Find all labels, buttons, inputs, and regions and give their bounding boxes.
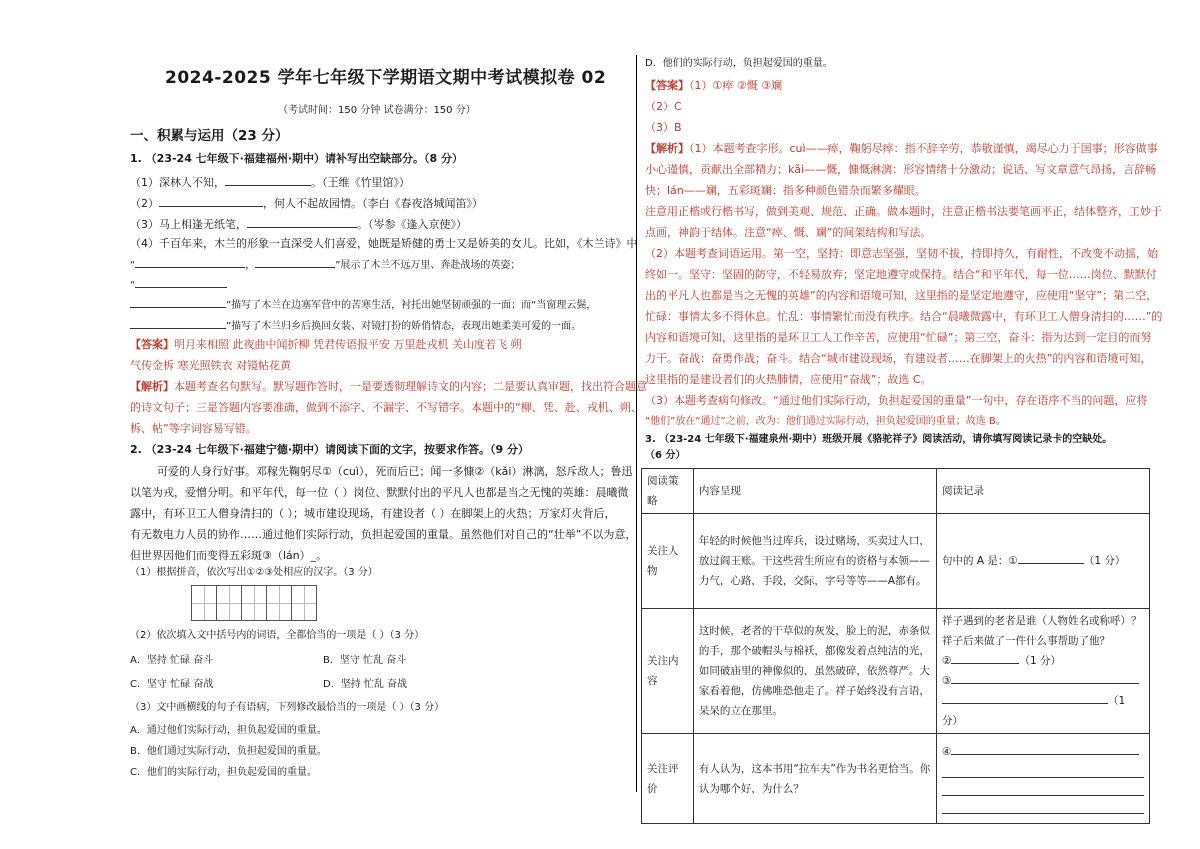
record-cell [937, 734, 1150, 824]
content-cell: 这时候，老者的干草似的灰发，脸上的泥，赤条似的手，那个破帽头与棉袄，都像发着点纯洁的光，如同破庙里的神像似的，虽然破碎，依然尊严。大家看着他，仿佛唯恐他走了。祥子始终没有言语，呆呆的立在那里。 [693, 609, 936, 734]
q1-line5-text: ”展示了木兰不远万里、奔赴战场的英姿； [335, 260, 521, 271]
analysis-line: 忙碌：事情太多不得休息。忙乱：事情繁忙而没有秩序。结合“晨曦微露中，有环卫工人僧身清扫的……”的 [645, 310, 1163, 323]
q2-passage-5: 但世界因他们而变得五彩斑③（lán）_。 [130, 549, 328, 562]
record-prompt: 句中的 A 是：① [942, 555, 1018, 567]
analysis-line: 点画，神韵于结体。注意“瘁、慨、斓”的间架结构和写法。 [645, 226, 932, 239]
answer-blank[interactable] [1018, 552, 1084, 564]
sub3-option-d[interactable]: D．他们的实际行动，负担起爱国的重量。 [645, 58, 833, 69]
q2-passage-1: 可爱的人身行好事。邓稼先鞠躬尽①（cuì），死而后已；闻一多慷②（kǎi）淋漓，怒斥敌人；鲁迅 [157, 465, 633, 478]
q1-line1-source: 。（王维《竹里馆》） [311, 176, 410, 189]
answer-box[interactable] [216, 585, 242, 621]
analysis-line: 力干。奋战：奋勇作战；奋斗。结合“城市建设现场，有建设者……在脚架上的火热”的内容和语境可知， [645, 352, 1152, 365]
q1-line3-source: 。（岑参《逢入京使》） [357, 218, 467, 231]
table-header: 阅读策略 [642, 469, 694, 514]
q1-line7 [130, 296, 596, 313]
q1-line2 [130, 195, 483, 211]
analysis-line: “他们”放在“通过”之前，改为：他们通过实际行动，担负起爱国的重量；故选 B。 [645, 416, 1006, 427]
answer-box[interactable] [291, 585, 317, 621]
table-header: 内容呈现 [693, 469, 936, 514]
table-row [642, 609, 1150, 734]
analysis-line: 内容和语境可知，这里指的是环卫工人工作辛苦，应使用“忙碌”；第三空，奋斗：指为达到一定目的而努 [645, 331, 1152, 344]
answer-text: （1）①瘁 ②慨 ③斓 [689, 79, 783, 92]
q3-score: （6 分） [645, 450, 686, 461]
q2-sub2: （2）依次填入文中括号内的词语，全都恰当的一项是（ ）（3 分） [130, 630, 425, 641]
strategy-cell: 关注内容 [642, 609, 694, 734]
q1-line3-text: （3）马上相逢无纸笔， [130, 218, 247, 231]
analysis-text: （1）本题考查字形。cuì——瘁，鞠躬尽瘁：指不辞辛劳，恭敬谨慎，竭尽心力于国事；形容做事 [689, 142, 1158, 155]
q1-line1-text: （1）深林人不知， [130, 176, 225, 189]
answer-blank[interactable] [135, 276, 227, 288]
exam-info: （考试时间：150 分钟 试卷满分：150 分） [278, 105, 476, 116]
answer-tag: 【答案】 [130, 338, 174, 351]
q1-line5 [130, 256, 520, 273]
q2-sub3: （3）文中画横线的句子有语病，下列修改最恰当的一项是（ ）（3 分） [130, 702, 445, 713]
analysis-line: （3）本题考查病句修改。“通过他们实际行动，负担起爱国的重量”一句中，存在语序不当的问题，应将 [645, 394, 1148, 407]
pinyin-answer-boxes [192, 585, 317, 621]
analysis-tag: 【解析】 [130, 380, 174, 393]
record-prompt: 祥子遇到的老者是谁（人物姓名或称呼）？祥子后来做了一件什么事帮助了他？ [942, 615, 1142, 647]
comma: ， [245, 260, 256, 271]
q2-analysis [645, 142, 1158, 156]
record-line [942, 651, 1144, 671]
page-title: 2024-2025 学年七年级下学期语文期中考试模拟卷 02 [165, 68, 607, 88]
content-cell: 年轻的时候他当过库兵，设过赌场，买卖过人口，放过阎王账。干这些营生所应有的资格与本领——力气，心路，手段，交际，字号等等——A都有。 [693, 514, 936, 609]
analysis-line: 出的平凡人也都是当之无愧的英雄”的内容和语境可知，这里指的是坚定地遵守，应使用“坚守”；第二空， [645, 289, 1158, 302]
answer-blank[interactable] [135, 256, 245, 268]
analysis-line: 注意用正楷或行楷书写，做到美观、规范、正确。做本题时，注意正楷书法要笔画平正，结体整齐，工妙于 [645, 205, 1162, 218]
score-note: （1 分） [942, 695, 1126, 727]
open-quote: “ [130, 280, 136, 291]
analysis-line: 终如一。坚守：坚固的防守，不轻易放弃；坚定地遵守或保持。结合“和平年代，每一位……岗位、默默付 [645, 268, 1157, 281]
analysis-line: 这里指的是建设者们的火热肺情，应使用“奋战”；故选 C。 [645, 373, 932, 386]
q1-analysis-3: 柝、帖”等字词容易写错。 [130, 422, 257, 435]
item-number: ② [942, 655, 952, 667]
q1-line2-text: （2） [130, 197, 159, 210]
q1-line8 [130, 317, 581, 334]
answer-box[interactable] [266, 585, 292, 621]
item-number: ③ [942, 675, 952, 687]
q1-analysis-2: 的诗文句子；三是答题内容要准确，做到不添字、不漏字、不写错字。本题中的“柳、凭、赴、戎机、朔、 [130, 401, 642, 414]
table-row [642, 734, 1150, 824]
option-d[interactable]: D．坚持 忙乱 奋战 [323, 679, 408, 690]
answer-blank[interactable] [951, 672, 1139, 684]
q1-line6 [130, 276, 227, 293]
sub3-option-b[interactable]: B．他们通过实际行动，负担起爱国的重量。 [130, 746, 327, 757]
answer-blank[interactable] [130, 296, 226, 308]
q1-line7-text: ”描写了木兰在边塞军营中的苦寒生活，衬托出她坚韧顽强的一面；而“当窗理云鬓， [226, 300, 597, 311]
score-note: （1 分） [1083, 555, 1126, 567]
record-line [942, 742, 1144, 762]
q2-answer-2: （2）C [645, 100, 682, 113]
q2-passage-4: 有无数电力人员的协作……通过他们实际行动，负担起爱国的重量。虽然他们对自己的“壮举”不以为意， [130, 528, 637, 541]
answer-blank[interactable] [255, 256, 335, 268]
q2-answer-3: （3）B [645, 121, 682, 134]
reading-record-table [641, 468, 1150, 824]
option-a[interactable]: A．坚持 忙碌 奋斗 [130, 655, 214, 666]
content-cell: 有人认为，这本书用“拉车夫”作为书名更恰当。你认为哪个好，为什么？ [693, 734, 936, 824]
q1-answer-cont: 气传金柝 寒光照铁衣 对镜帖花黄 [130, 359, 291, 372]
option-c[interactable]: C．坚守 忙碌 奋战 [130, 679, 214, 690]
answer-box[interactable] [191, 585, 217, 621]
answer-tag: 【答案】 [645, 79, 689, 92]
answer-blank[interactable] [159, 195, 263, 207]
q1-line8-text: ”描写了木兰归乡后换回女装、对镜打扮的娇俏情态，表现出她柔美可爱的一面。 [226, 321, 582, 332]
q1-line1 [130, 174, 410, 190]
answer-blank[interactable] [951, 652, 1019, 664]
answer-blank[interactable] [225, 174, 311, 186]
q2-answer [645, 79, 782, 93]
q2-passage-2: 以笔为戎，爱憎分明。和平年代，每一位（ ）岗位、默默付出的平凡人也都是当之无愧的英雄：晨曦微 [130, 486, 629, 499]
answer-blank[interactable] [130, 317, 226, 329]
column-divider [636, 55, 637, 792]
record-cell [937, 514, 1150, 609]
answer-line[interactable] [942, 798, 1144, 814]
answer-blank[interactable] [951, 743, 1139, 755]
table-header-row [642, 469, 1150, 514]
analysis-line: （2）本题考查词语运用。第一空，坚持：即意志坚强，坚韧不拔，持即持久，有耐性，不改变不动摇，始 [645, 247, 1158, 260]
q1-stem: 1. （23-24 七年级下·福建福州·期中）请补写出空缺部分。（8 分） [130, 152, 464, 165]
answer-box[interactable] [241, 585, 267, 621]
q1-analysis [130, 380, 647, 394]
q1-line3 [130, 216, 467, 232]
sub3-option-a[interactable]: A．通过他们实际行动，担负起爱国的重量。 [130, 725, 327, 736]
analysis-tag: 【解析】 [645, 142, 689, 155]
q1-line4: （4）千百年来，木兰的形象一直深受人们喜爱，她既是矫健的勇士又是娇美的女儿。比如，《木兰诗》中 [130, 237, 638, 250]
option-b[interactable]: B．坚守 忙乱 奋斗 [323, 655, 407, 666]
table-header: 阅读记录 [937, 469, 1150, 514]
answer-line[interactable] [942, 780, 1144, 796]
answer-blank[interactable] [247, 216, 357, 228]
answer-text: 明月来相照 此夜曲中闻折柳 凭君传语报平安 万里赴戎机 关山度若飞 朔 [174, 338, 522, 351]
score-note: （1 分） [1019, 655, 1061, 667]
q2-passage-3: 露中，有环卫工人僧身清扫的（ ）；城市建设现场，有建设者（ ）在脚架上的火热；万家灯火背后， [130, 507, 616, 520]
analysis-text: 本题考查名句默写。默写题作答时，一是要透彻理解诗文的内容；二是要认真审题，找出符合题意 [174, 380, 647, 393]
sub3-option-c[interactable]: C．他们的实际行动，担负起爱国的重量。 [130, 767, 317, 778]
q1-line2-source: ，何人不起故园情。（李白《春夜洛城闻笛》） [263, 197, 483, 210]
q2-stem: 2. （23-24 七年级下·福建宁德·期中）请阅读下面的文字，按要求作答。（9 分） [130, 443, 530, 456]
answer-line[interactable] [942, 762, 1144, 778]
analysis-line: 小心谨慎，贡献出全部精力；kǎi——慨，慷慨淋漓：形容情绪十分激动；说话、写文章意气昂扬，言辞畅 [645, 163, 1157, 176]
record-line [942, 671, 1144, 691]
q2-sub1: （1）根据拼音，依次写出①②③处相应的汉字。（3 分） [130, 567, 378, 578]
record-cell [937, 609, 1150, 734]
open-quote: “ [130, 260, 136, 271]
q1-answer [130, 338, 521, 352]
item-number: ④ [942, 745, 952, 758]
q3-stem: 3. （23-24 七年级下·福建泉州·期中）班级开展《骆驼祥子》阅读活动，请你填写阅读记录卡的空缺处。 [645, 434, 1113, 445]
section-heading: 一、积累与运用（23 分） [130, 128, 289, 144]
strategy-cell: 关注评价 [642, 734, 694, 824]
record-line [942, 691, 1144, 731]
table-row [642, 514, 1150, 609]
answer-blank[interactable] [942, 692, 1108, 704]
strategy-cell: 关注人物 [642, 514, 694, 609]
analysis-line: 快；lán——斓，五彩斑斓：指多种颜色错杂而繁多耀眼。 [645, 184, 926, 197]
